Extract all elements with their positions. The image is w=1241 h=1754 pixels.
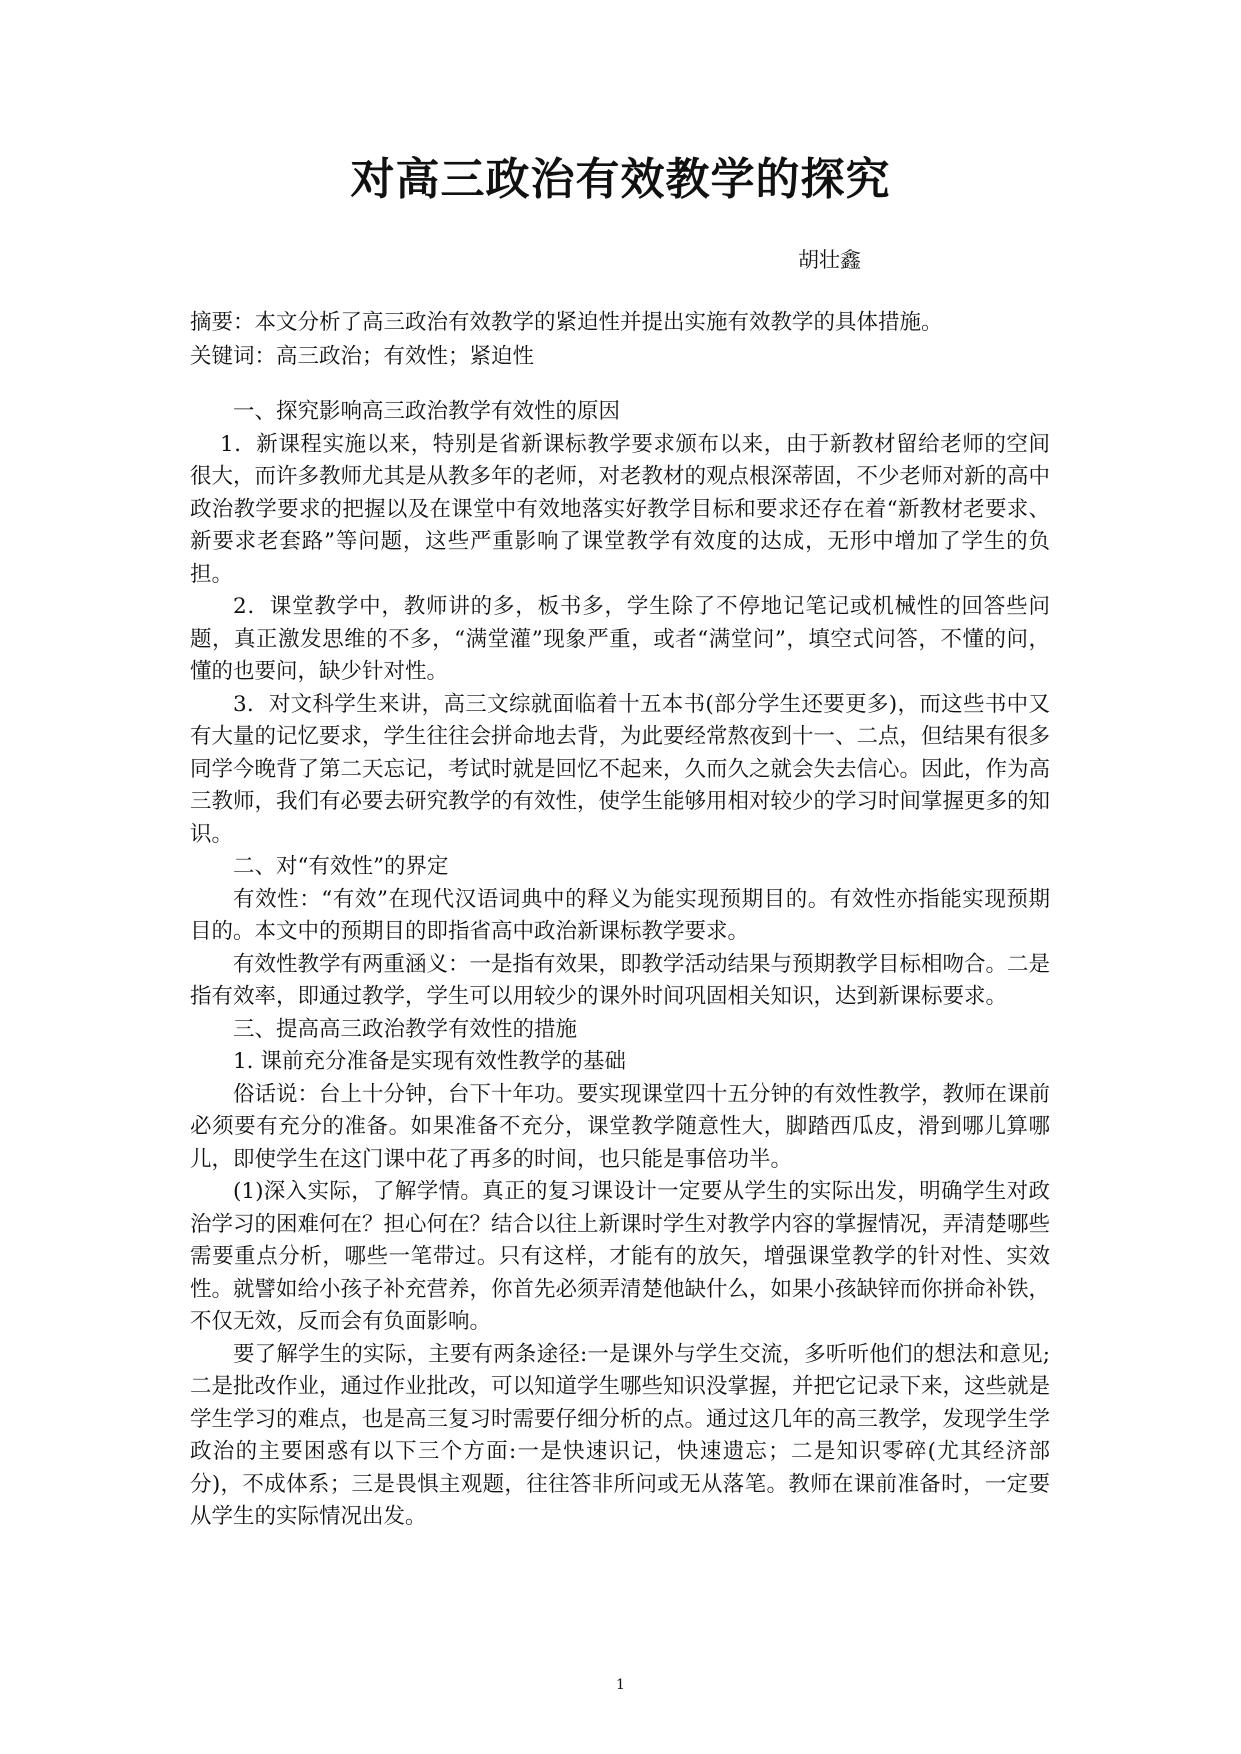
body-paragraph: 2．课堂教学中，教师讲的多，板书多，学生除了不停地记笔记或机械性的回答些问题，真正激发思维的不多，“满堂灌”现象严重，或者“满堂问”，填空式问答，不懂的问，懂的也要问，缺少针对性。 [190,594,1050,684]
document-body [190,396,1050,1534]
body-paragraph: (1)深入实际，了解学情。真正的复习课设计一定要从学生的实际出发，明确学生对政治学习的困难何在？担心何在？结合以往上新课时学生对教学内容的掌握情况，弄清楚哪些需要重点分析，哪些一笔带过。只有这样，才能有的放矢，增强课堂教学的针对性、实效性。就譬如给小孩子补充营养，你首先必须弄清楚他缺什么，如果小孩缺锌而你拼命补铁，不仅无效，反而会有负面影响。 [190,1179,1051,1334]
body-paragraph: 3．对文科学生来讲，高三文综就面临着十五本书(部分学生还要更多)，而这些书中又有大量的记忆要求，学生往往会拼命地去背，为此要经常熬夜到十一、二点，但结果有很多同学今晚背了第二天忘记，考试时就是回忆不起来，久而久之就会失去信心。因此，作为高三教师，我们有必要去研究教学的有效性，使学生能够用相对较少的学习时间掌握更多的知识。 [190,691,1051,847]
body-paragraph: 1．新课程实施以来，特别是省新课标教学要求颁布以来，由于新教材留给老师的空间很大，而许多教师尤其是从教多年的老师，对老教材的观点根深蒂固，不少老师对新的高中政治教学要求的把握以及在课堂中有效地落实好教学目标和要求还存在着“新教材老要求、新要求老套路”等问题，这些严重影响了课堂教学有效度的达成，无形中增加了学生的负担。 [190,431,1051,587]
section-heading-3: 三、提高高三政治教学有效性的措施 [233,1016,578,1042]
body-paragraph: 要了解学生的实际，主要有两条途径:一是课外与学生交流，多听听他们的想法和意见;二是批改作业，通过作业批改，可以知道学生哪些知识没掌握，并把它记录下来，这些就是学生学习的难点，也是高三复习时需要仔细分析的点。通过这几年的高三教学，发现学生学政治的主要困惑有以下三个方面:一是快速识记，快速遗忘；二是知识零碎(尤其经济部分)，不成体系；三是畏惧主观题，往往答非所问或无从落笔。教师在课前准备时，一定要从学生的实际情况出发。 [190,1341,1051,1529]
subsection-heading: 1. 课前充分准备是实现有效性教学的基础 [233,1049,626,1074]
document-title: 对高三政治有效教学的探究 [350,154,891,205]
author-name: 胡壮鑫 [798,248,861,272]
abstract-text: 摘要：本文分析了高三政治有效教学的紧迫性并提出实施有效教学的具体措施。 [190,310,943,335]
keywords-text: 关键词：高三政治；有效性；紧迫性 [190,344,535,369]
page-number: 1 [616,1677,625,1693]
body-paragraph: 俗话说：台上十分钟，台下十年功。要实现课堂四十五分钟的有效性教学，教师在课前必须要有充分的准备。如果准备不充分，课堂教学随意性大，脚踏西瓜皮，滑到哪儿算哪儿，即使学生在这门课中花了再多的时间，也只能是事倍功半。 [190,1081,1051,1172]
body-paragraph: 有效性：“有效”在现代汉语词典中的释义为能实现预期目的。有效性亦指能实现预期目的。本文中的预期目的即指省高中政治新课标教学要求。 [190,886,1050,944]
body-paragraph: 有效性教学有两重涵义：一是指有效果，即教学活动结果与预期教学目标相吻合。二是指有效率，即通过教学，学生可以用较少的课外时间巩固相关知识，达到新课标要求。 [190,951,1051,1009]
section-heading-2: 二、对“有效性”的界定 [233,854,449,879]
abstract-section [190,306,1050,374]
section-heading-1: 一、探究影响高三政治教学有效性的原因 [233,399,621,424]
